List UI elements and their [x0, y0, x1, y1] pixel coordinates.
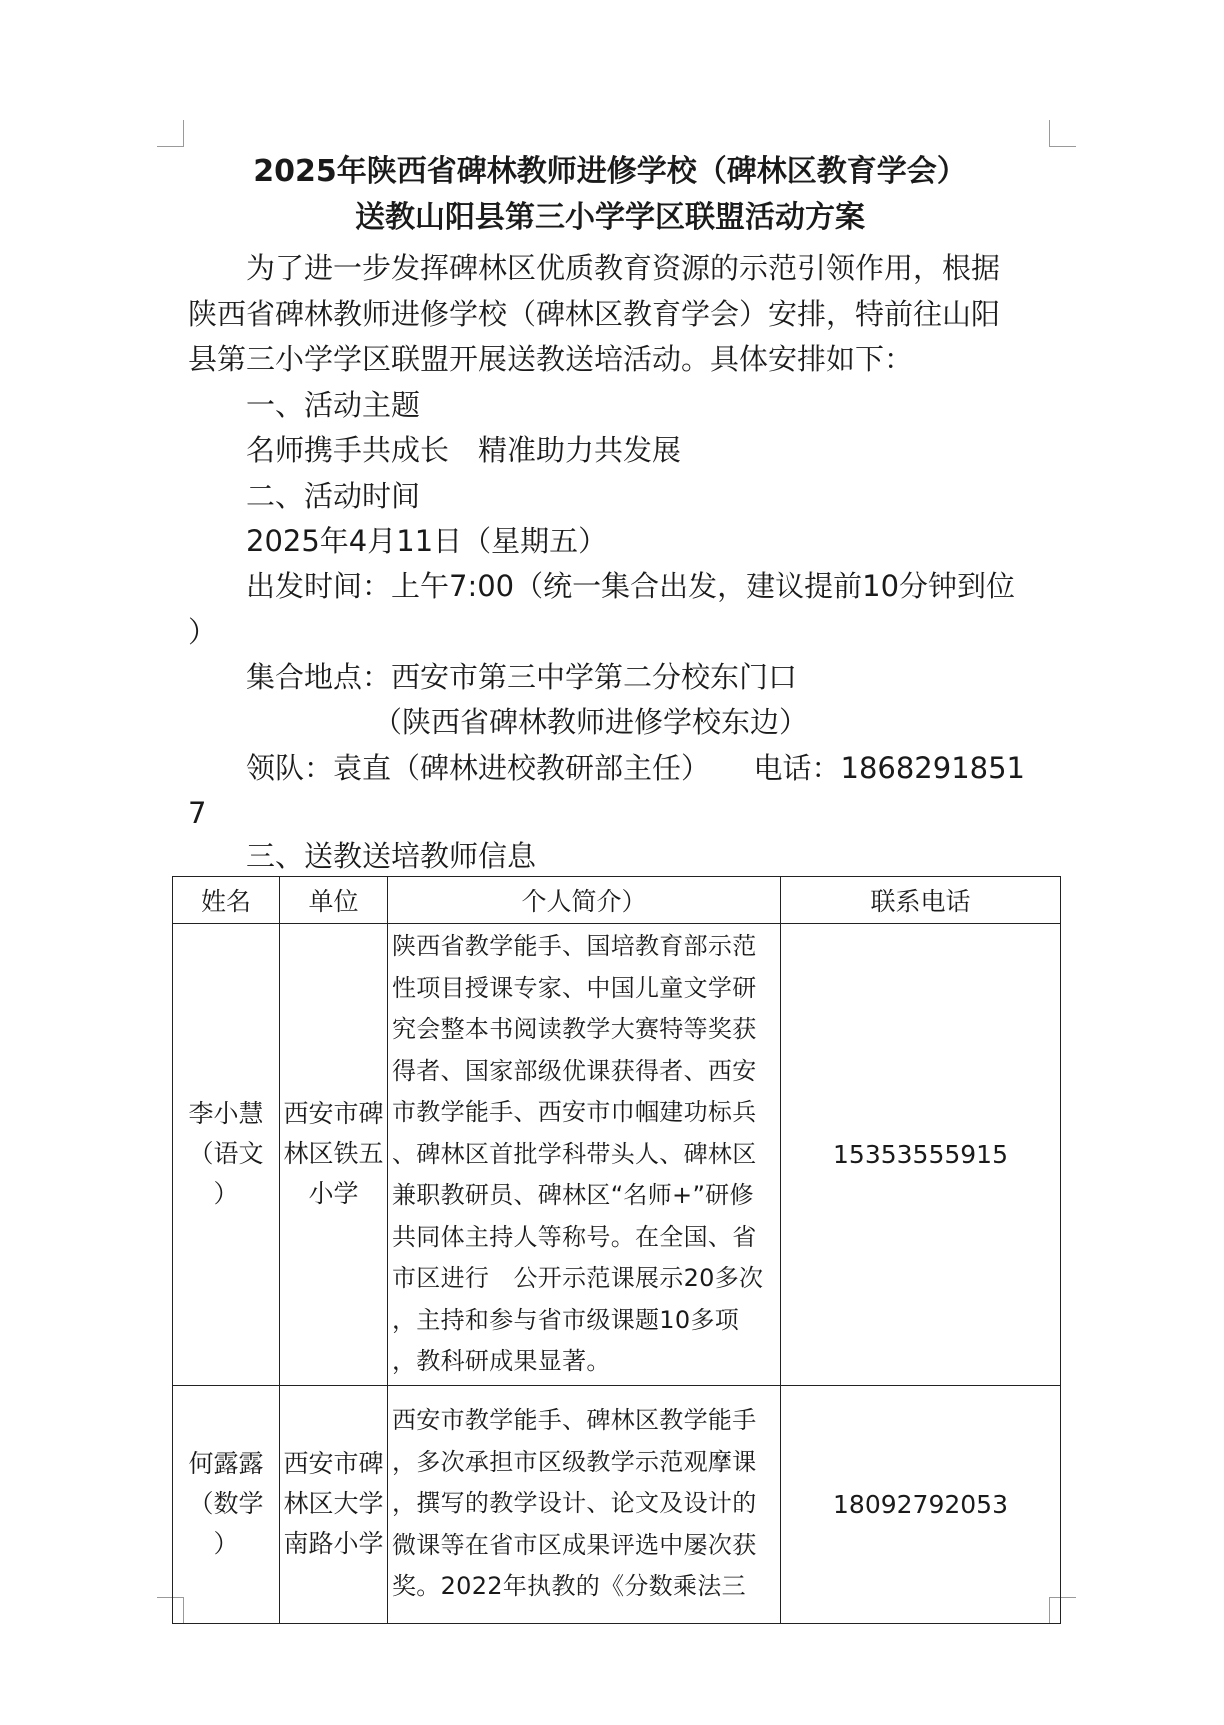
team-leader-line-1: 领队：袁直（碑林进校教研部主任） 电话：1868291851: [246, 751, 1026, 785]
unit-line: 西安市碑: [283, 1099, 384, 1129]
intro-line: 性项目授课专家、中国儿童文学研: [392, 973, 757, 1002]
intro-line: 奖。2022年执教的《分数乘法三: [392, 1572, 746, 1601]
header-intro: 个人简介）: [388, 877, 781, 924]
unit-line: 小学: [308, 1179, 359, 1209]
unit-line: 西安市碑: [283, 1449, 384, 1478]
document-title-line-1: 2025年陕西省碑林教师进修学校（碑林区教育学会）: [253, 154, 967, 189]
teacher-subject-close: ）: [213, 1529, 239, 1558]
teacher-name: 何露露: [188, 1449, 264, 1478]
intro-line: 西安市教学能手、碑林区教学能手: [392, 1406, 757, 1435]
intro-line: 得者、国家部级优课获得者、西安: [392, 1056, 757, 1085]
teacher-unit-cell: [280, 924, 388, 1386]
crop-mark-top-left: [157, 120, 184, 147]
teacher-subject: （数学: [188, 1489, 264, 1518]
teacher-phone-cell: 18092792053: [781, 1385, 1061, 1623]
table-row: [173, 1385, 1061, 1623]
crop-mark-top-right: [1049, 120, 1076, 147]
intro-line: 市区进行 公开示范课展示20多次: [392, 1264, 764, 1292]
header-unit: 单位: [280, 877, 388, 924]
teacher-phone-cell: 15353555915: [781, 924, 1061, 1386]
unit-line: 林区大学: [283, 1489, 384, 1518]
section-1-heading: 一、活动主题: [246, 388, 421, 422]
intro-line: 、碑林区首批学科带头人、碑林区: [392, 1139, 757, 1168]
intro-line: 究会整本书阅读教学大赛特等奖获: [392, 1015, 757, 1043]
meeting-place-note: （陕西省碑林教师进修学校东边）: [373, 705, 809, 739]
teacher-info-table: [172, 876, 1061, 1624]
meeting-place: 集合地点：西安市第三中学第二分校东门口: [246, 660, 798, 694]
intro-line: ，多次承担市区级教学示范观摩课: [392, 1447, 757, 1476]
activity-theme: 名师携手共成长 精准助力共发展: [246, 433, 682, 467]
departure-time-line-2: ）: [188, 615, 218, 649]
section-3-heading: 三、送教送培教师信息: [246, 839, 537, 873]
intro-line: 共同体主持人等称号。在全国、省: [392, 1222, 757, 1251]
teacher-name-cell: [173, 1385, 280, 1623]
intro-paragraph-line-3: 县第三小学学区联盟开展送教送培活动。具体安排如下：: [188, 342, 914, 376]
activity-date: 2025年4月11日（星期五）: [246, 524, 608, 558]
table-header-row: [173, 877, 1061, 924]
teacher-unit-cell: [280, 1385, 388, 1623]
header-phone: 联系电话: [781, 877, 1061, 924]
unit-line: 林区铁五: [283, 1139, 384, 1169]
intro-paragraph-line-2: 陕西省碑林教师进修学校（碑林区教育学会）安排，特前往山阳: [188, 297, 1001, 331]
teacher-intro-cell: [388, 924, 781, 1386]
teacher-name: 李小慧: [188, 1099, 264, 1129]
teacher-name-cell: [173, 924, 280, 1386]
intro-line: 微课等在省市区成果评选中屡次获: [392, 1530, 757, 1559]
intro-line: ，主持和参与省市级课题10多项: [392, 1305, 740, 1334]
intro-line: 兼职教研员、碑林区“名师+”研修: [392, 1181, 754, 1209]
departure-time-line-1: 出发时间：上午7:00（统一集合出发，建议提前10分钟到位: [246, 569, 1016, 603]
intro-line: 市教学能手、西安市巾帼建功标兵: [392, 1098, 757, 1126]
intro-line: ，教科研成果显著。: [392, 1347, 611, 1375]
unit-line: 南路小学: [283, 1529, 384, 1558]
section-2-heading: 二、活动时间: [246, 479, 421, 513]
team-leader-line-2: 7: [188, 796, 207, 830]
document-title-line-2: 送教山阳县第三小学学区联盟活动方案: [355, 200, 865, 235]
teacher-subject-close: ）: [213, 1179, 239, 1209]
teacher-intro-cell: [388, 1385, 781, 1623]
teacher-subject: （语文: [188, 1139, 264, 1169]
intro-line: 陕西省教学能手、国培教育部示范: [392, 932, 757, 960]
header-name: 姓名: [173, 877, 280, 924]
table-row: [173, 924, 1061, 1386]
intro-paragraph-line-1: 为了进一步发挥碑林区优质教育资源的示范引领作用，根据: [246, 251, 1001, 285]
intro-line: ，撰写的教学设计、论文及设计的: [392, 1489, 757, 1518]
